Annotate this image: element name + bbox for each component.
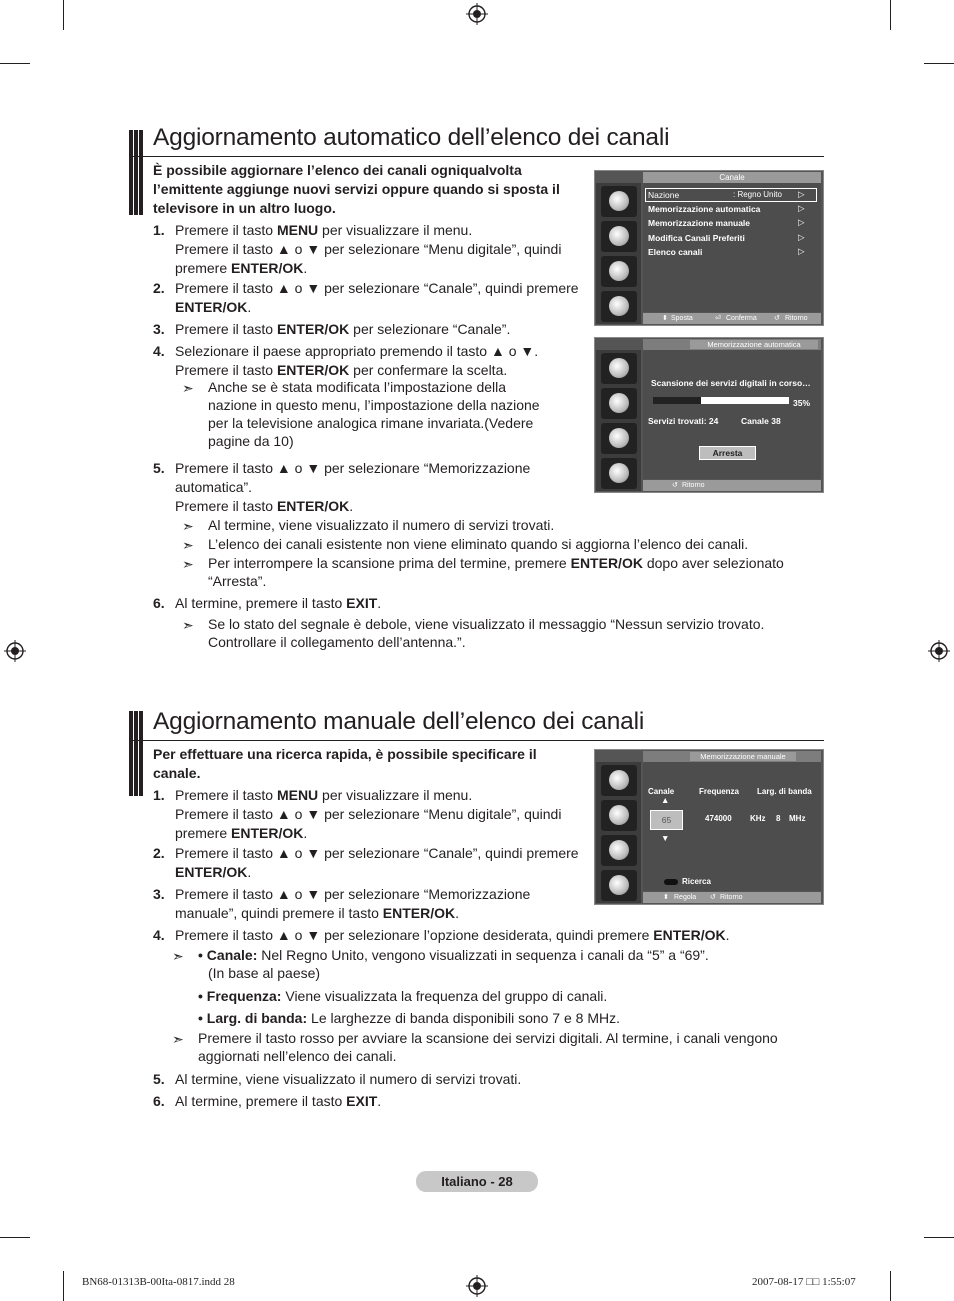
osd-menu-icon [601, 835, 637, 866]
step-text: Premere il tasto ▲ o ▼ per selezionare “Memorizzazione automatica”. Premere il tasto ENTER/OK. [175, 460, 531, 514]
step-number: 6. [153, 1093, 165, 1109]
step-3 [153, 885, 593, 923]
osd-row-label[interactable]: Elenco canali [648, 247, 703, 257]
step-4 [153, 342, 593, 380]
lead-line: l’emittente aggiunge nuovi servizi oppure quando si sposta il [153, 181, 560, 197]
section-rule [129, 156, 824, 157]
crop-mark [63, 0, 64, 30]
step-6 [153, 594, 593, 613]
osd-menu-icon [601, 353, 637, 384]
osd-menu-icon [601, 221, 637, 252]
step-number: 4. [153, 343, 165, 359]
osd-menu-icon [601, 458, 637, 489]
note [172, 987, 812, 1005]
osd-footer [643, 313, 821, 324]
lead-line: canale. [153, 765, 201, 781]
return-icon: ↺ [774, 315, 780, 322]
osd-sidebar [596, 350, 641, 491]
note-text: Per interrompere la scansione prima del termine, premere ENTER/OK dopo aver selezionato “Arresta”. [208, 555, 784, 589]
osd-menu-icon [601, 388, 637, 419]
osd-menu-icon [601, 765, 637, 796]
osd-footer-label: Sposta [671, 315, 693, 322]
bandwidth-unit: MHz [789, 814, 806, 823]
note-arrow-icon: ➣ [182, 537, 194, 553]
step-text: Premere il tasto MENU per visualizzare il menu. Premere il tasto ▲ o ▼ per selezionare “Menu digitale”, quindi premere ENTER/OK. [175, 787, 562, 841]
arrow-up-icon[interactable]: ▲ [661, 795, 670, 805]
note [182, 535, 822, 553]
step-number: 3. [153, 886, 165, 902]
registration-mark-icon [466, 3, 488, 25]
note-arrow-icon: ➣ [172, 1031, 184, 1047]
step-number: 1. [153, 222, 165, 238]
note-text: Se lo stato del segnale è debole, viene visualizzato il messaggio “Nessun servizio trovato. Controllare il collegamento dell’antenna.”. [208, 616, 765, 650]
osd-header: Memorizzazione manuale [690, 752, 796, 761]
section-title-manual: Aggiornamento manuale dell’elenco dei canali [153, 708, 645, 735]
bandwidth-value: 8 [776, 814, 781, 823]
section-bar [129, 711, 143, 796]
note [182, 378, 592, 452]
frequency-unit: KHz [750, 814, 766, 823]
note-text: Al termine, viene visualizzato il numero di servizi trovati. [208, 517, 555, 533]
crop-mark [0, 63, 30, 64]
return-icon: ↺ [710, 894, 716, 901]
note-text: • Frequenza: Viene visualizzata la frequenza del gruppo di canali. [198, 988, 608, 1004]
arrow-right-icon: ▷ [798, 232, 805, 242]
osd-menu-icon [601, 186, 637, 217]
step-3 [153, 320, 593, 339]
note-text: • Larg. di banda: Le larghezze di banda disponibili sono 7 e 8 MHz. [198, 1010, 621, 1026]
osd-manual-store [594, 749, 824, 905]
osd-sidebar [596, 762, 641, 903]
section-lead [153, 745, 537, 783]
step-text: Premere il tasto ▲ o ▼ per selezionare l’opzione desiderata, quindi premere ENTER/OK. [175, 927, 730, 943]
osd-menu-icon [601, 256, 637, 287]
registration-mark-icon [928, 640, 950, 662]
crop-mark [924, 63, 954, 64]
arrow-right-icon: ▷ [798, 189, 805, 199]
col-channel: Canale [648, 787, 675, 796]
step-text: Al termine, premere il tasto EXIT. [175, 1093, 382, 1109]
crop-mark [890, 0, 891, 30]
step-text: Premere il tasto ▲ o ▼ per selezionare “Canale”, quindi premere ENTER/OK. [175, 280, 579, 315]
note [172, 1009, 812, 1027]
osd-panel [643, 762, 821, 891]
note-text: Premere il tasto rosso per avviare la scansione dei servizi digitali. Al termine, i canali vengono aggiornati nell’elenco dei canali. [198, 1030, 778, 1064]
lead-line: televisore in un altro luogo. [153, 200, 336, 216]
registration-mark-icon [4, 640, 26, 662]
note [182, 615, 822, 652]
crop-mark [0, 1237, 30, 1238]
step-6 [153, 1092, 593, 1111]
step-text: Premere il tasto MENU per visualizzare il menu. Premere il tasto ▲ o ▼ per selezionare “Menu digitale”, quindi premere ENTER/OK. [175, 222, 562, 276]
progress-bar-track [653, 397, 789, 404]
osd-row-label[interactable]: Modifica Canali Preferiti [648, 233, 745, 243]
red-button-icon [664, 879, 678, 885]
note-arrow-icon: ➣ [182, 556, 194, 572]
step-5 [153, 1070, 593, 1089]
osd-footer-label: Ritorno [785, 315, 808, 322]
osd-row-label[interactable]: Memorizzazione manuale [648, 218, 751, 228]
step-number: 5. [153, 460, 165, 476]
note [182, 516, 822, 534]
arrow-down-icon[interactable]: ▼ [661, 833, 670, 843]
step-text: Premere il tasto ▲ o ▼ per selezionare “Memorizzazione manuale”, quindi premere il tasto ENTER/OK. [175, 886, 531, 921]
lead-line: È possibile aggiornare l’elenco dei canali ogniqualvolta [153, 162, 522, 178]
osd-footer-label: Conferma [726, 315, 757, 322]
osd-scan-text: Scansione dei servizi digitali in corso… [651, 378, 811, 388]
step-number: 5. [153, 1071, 165, 1087]
crop-mark [63, 1271, 64, 1301]
arrow-right-icon: ▷ [798, 246, 805, 256]
note [172, 1029, 812, 1066]
up-down-icon: ⬍ [662, 315, 668, 322]
step-2 [153, 844, 593, 882]
osd-channel-menu [594, 170, 824, 326]
progress-percent: 35% [793, 398, 811, 408]
crop-mark [890, 1271, 891, 1301]
section-bar [129, 130, 143, 215]
page-number: Italiano - 28 [416, 1171, 538, 1192]
osd-panel [643, 350, 821, 479]
note-text: • Canale: Nel Regno Unito, vengono visualizzati in sequenza i canali da “5” a “69”. (In base al paese) [198, 947, 709, 981]
lead-line: Per effettuare una ricerca rapida, è possibile specificare il [153, 746, 537, 762]
frequency-value: 474000 [705, 814, 732, 823]
section-rule [129, 740, 824, 741]
note-arrow-icon: ➣ [172, 948, 184, 964]
step-4 [153, 926, 813, 945]
osd-footer-label: Regola [674, 894, 697, 901]
step-number: 2. [153, 845, 165, 861]
osd-auto-store [594, 337, 824, 493]
step-text: Premere il tasto ▲ o ▼ per selezionare “Canale”, quindi premere ENTER/OK. [175, 845, 579, 880]
step-text: Selezionare il paese appropriato premendo il tasto ▲ o ▼. Premere il tasto ENTER/OK per confermare la scelta. [175, 343, 539, 378]
note-text: L’elenco dei canali esistente non viene eliminato quando si aggiorna l’elenco dei canali. [208, 536, 749, 552]
step-number: 1. [153, 787, 165, 803]
search-label[interactable]: Ricerca [682, 877, 711, 886]
step-text: Al termine, premere il tasto EXIT. [175, 595, 382, 611]
osd-row-value: : Regno Unito [733, 190, 782, 199]
osd-menu-icon [601, 423, 637, 454]
note [182, 554, 822, 591]
footer-timestamp: 2007-08-17 □□ 1:55:07 [752, 1276, 856, 1288]
services-found: Servizi trovati: 24 [648, 416, 719, 426]
osd-panel [643, 183, 821, 312]
step-number: 3. [153, 321, 165, 337]
step-1 [153, 786, 593, 843]
osd-menu-icon [601, 800, 637, 831]
crop-mark [924, 1237, 954, 1238]
note-arrow-icon: ➣ [182, 617, 194, 633]
note-arrow-icon: ➣ [182, 380, 194, 396]
channel-input[interactable]: 65 [650, 810, 683, 830]
registration-mark-icon [466, 1275, 488, 1297]
osd-footer [643, 480, 821, 491]
osd-footer-label: Ritorno [682, 482, 705, 489]
step-text: Premere il tasto ENTER/OK per selezionare “Canale”. [175, 321, 511, 337]
col-frequency: Frequenza [699, 787, 740, 796]
osd-header: Canale [643, 172, 821, 183]
stop-button[interactable]: Arresta [699, 446, 756, 460]
return-icon: ↺ [672, 482, 678, 489]
osd-header: Memorizzazione automatica [690, 340, 818, 349]
enter-icon: ⏎ [715, 315, 721, 322]
progress-bar-fill [653, 397, 701, 404]
note [172, 946, 812, 984]
step-number: 2. [153, 280, 165, 296]
arrow-right-icon: ▷ [798, 203, 805, 213]
osd-footer [643, 892, 821, 903]
osd-menu-icon [601, 870, 637, 901]
footer-file-info: BN68-01313B-00Ita-0817.indd 28 [82, 1276, 235, 1288]
osd-footer-label: Ritorno [720, 894, 743, 901]
section-title-automatic: Aggiornamento automatico dell’elenco dei canali [153, 124, 670, 151]
up-down-icon: ⬍ [663, 894, 669, 901]
step-2 [153, 279, 593, 317]
col-bandwidth: Larg. di banda [757, 787, 812, 796]
section-lead [153, 161, 560, 218]
current-channel: Canale 38 [741, 416, 781, 426]
step-text: Al termine, viene visualizzato il numero di servizi trovati. [175, 1071, 522, 1087]
osd-sidebar [596, 183, 641, 324]
osd-menu-icon [601, 291, 637, 322]
osd-row-label[interactable]: Nazione [648, 190, 680, 200]
note-text: Anche se è stata modificata l’impostazione della nazione in questo menu, l’impostazione della nazione per la televisione analogica rimane invariata.(Vedere pagine da 10) [208, 379, 540, 449]
note-arrow-icon: ➣ [182, 518, 194, 534]
step-5 [153, 459, 593, 516]
osd-row-label[interactable]: Memorizzazione automatica [648, 204, 761, 214]
step-number: 4. [153, 927, 165, 943]
step-1 [153, 221, 593, 278]
arrow-right-icon: ▷ [798, 217, 805, 227]
step-number: 6. [153, 595, 165, 611]
